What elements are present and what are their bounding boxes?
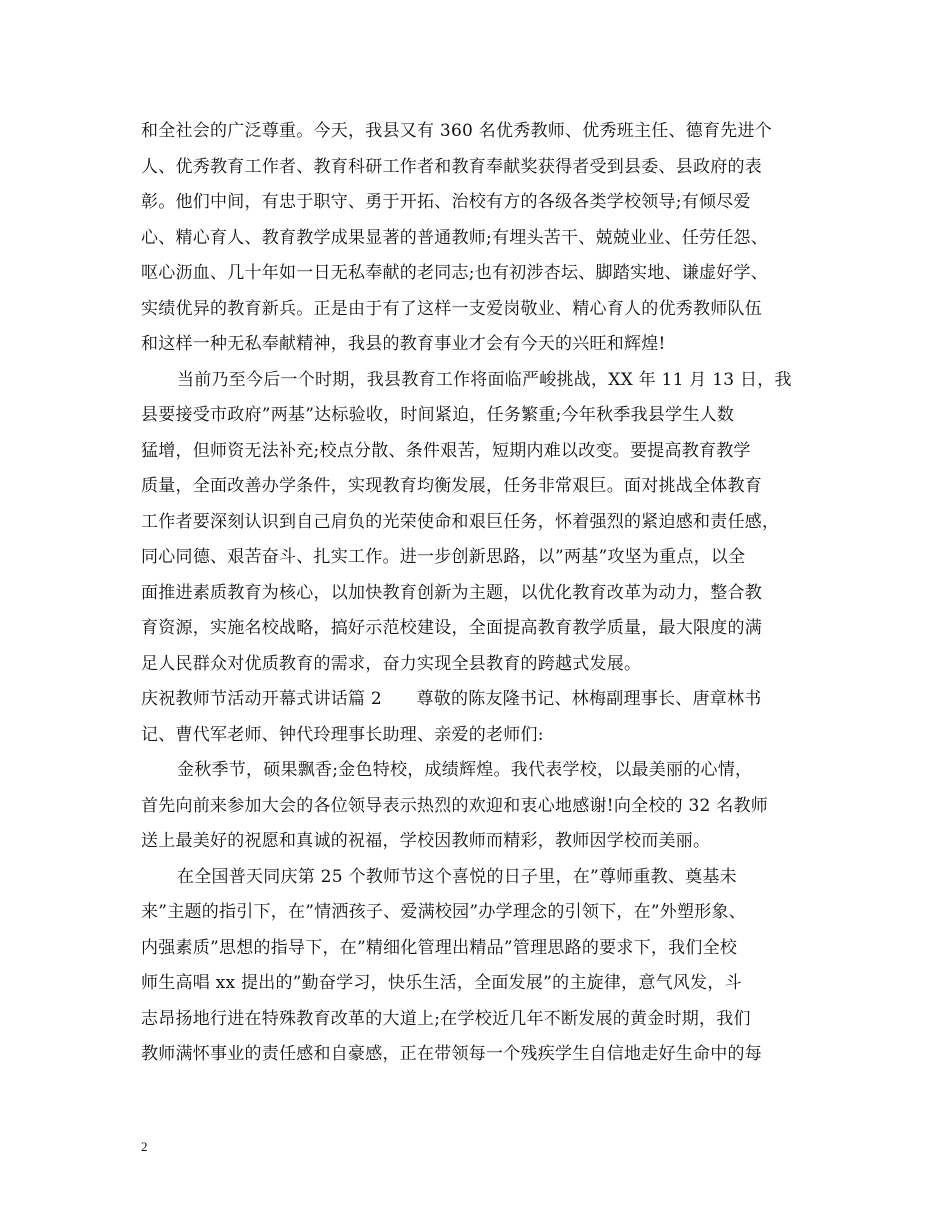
body-text	[141, 114, 841, 1073]
text-line: 来”主题的指引下，在”情洒孩子、爱满校园”办学理念的引领下，在”外塑形象、	[141, 902, 747, 922]
text-line: 足人民群众对优质教育的需求，奋力实现全县教育的跨越式发展。	[141, 653, 642, 674]
paragraph-start-line: 在全国普天同庆第 25 个教师节这个喜悦的日子里，在”尊师重教、奠基未	[177, 866, 737, 887]
text-line: 心、精心育人、教育教学成果显著的普通教师;有埋头苦干、兢兢业业、任劳任怨、	[141, 227, 768, 248]
text-line: 和这样一种无私奉献精神，我县的教育事业才会有今天的兴旺和辉煌!	[141, 334, 666, 354]
text-line: 工作者要深刻认识到自己肩负的光荣使命和艰巨任务，怀着强烈的紧迫感和责任感，	[141, 511, 780, 532]
text-line: 实绩优异的教育新兵。正是由于有了这样一支爱岗敬业、精心育人的优秀教师队伍	[141, 298, 762, 319]
text-line: 志昂扬地行进在特殊教育改革的大道上;在学校近几年不断发展的黄金时期，我们	[141, 1008, 751, 1029]
text-line: 猛增，但师资无法补充;校点分散、条件艰苦，短期内难以改变。要提高教育教学	[141, 440, 751, 461]
text-line: 呕心沥血、几十年如一日无私奉献的老同志;也有初涉杏坛、脚踏实地、谦虚好学、	[141, 263, 768, 283]
text-line: 人、优秀教育工作者、教育科研工作者和教育奉献奖获得者受到县委、县政府的表	[141, 156, 762, 177]
text-line: 质量，全面改善办学条件，实现教育均衡发展，任务非常艰巨。面对挑战全体教育	[141, 476, 762, 496]
paragraph-start-line: 当前乃至今后一个时期，我县教育工作将面临严峻挑战，XX 年 11 月 13 日，我	[177, 369, 792, 390]
text-line: 面推进素质教育为核心，以加快教育创新为主题，以优化教育改革为动力，整合教	[141, 582, 762, 603]
text-line: 彰。他们中间，有忠于职守、勇于开拓、治校有方的各级各类学校领导;有倾尽爱	[141, 192, 751, 212]
text-line: 教师满怀事业的责任感和自豪感，正在带领每一个残疾学生自信地走好生命中的每	[141, 1044, 762, 1064]
section-heading-line: 庆祝教师节活动开幕式讲话篇 2 尊敬的陈友隆书记、林梅副理事长、唐章林书	[141, 689, 762, 709]
text-line: 和全社会的广泛尊重。今天，我县又有 360 名优秀教师、优秀班主任、德育先进个	[141, 121, 773, 141]
paragraph-start-line: 金秋季节，硕果飘香;金色特校，成绩辉煌。我代表学校，以最美丽的心情，	[177, 760, 753, 780]
text-line: 送上最美好的祝愿和真诚的祝福，学校因教师而精彩，教师因学校而美丽。	[141, 831, 711, 851]
text-line: 首先向前来参加大会的各位领导表示热烈的欢迎和衷心地感谢!向全校的 32 名教师	[141, 795, 769, 816]
text-line: 师生高唱 xx 提出的”勤奋学习，快乐生活，全面发展”的主旋律，意气风发，斗	[141, 973, 742, 993]
text-line: 记、曹代军老师、钟代玲理事长助理、亲爱的老师们:	[141, 724, 544, 745]
page-number: 2	[141, 1139, 148, 1154]
text-line: 县要接受市政府”两基”达标验收，时间紧迫，任务繁重;今年秋季我县学生人数	[141, 405, 735, 425]
text-line: 同心同德、艰苦奋斗、扎实工作。进一步创新思路，以”两基”攻坚为重点，以全	[141, 547, 746, 567]
text-line: 内强素质”思想的指导下，在”精细化管理出精品”管理思路的要求下，我们全校	[141, 937, 738, 958]
text-line: 育资源，实施名校战略，搞好示范校建设，全面提高教育教学质量，最大限度的满	[141, 618, 762, 638]
